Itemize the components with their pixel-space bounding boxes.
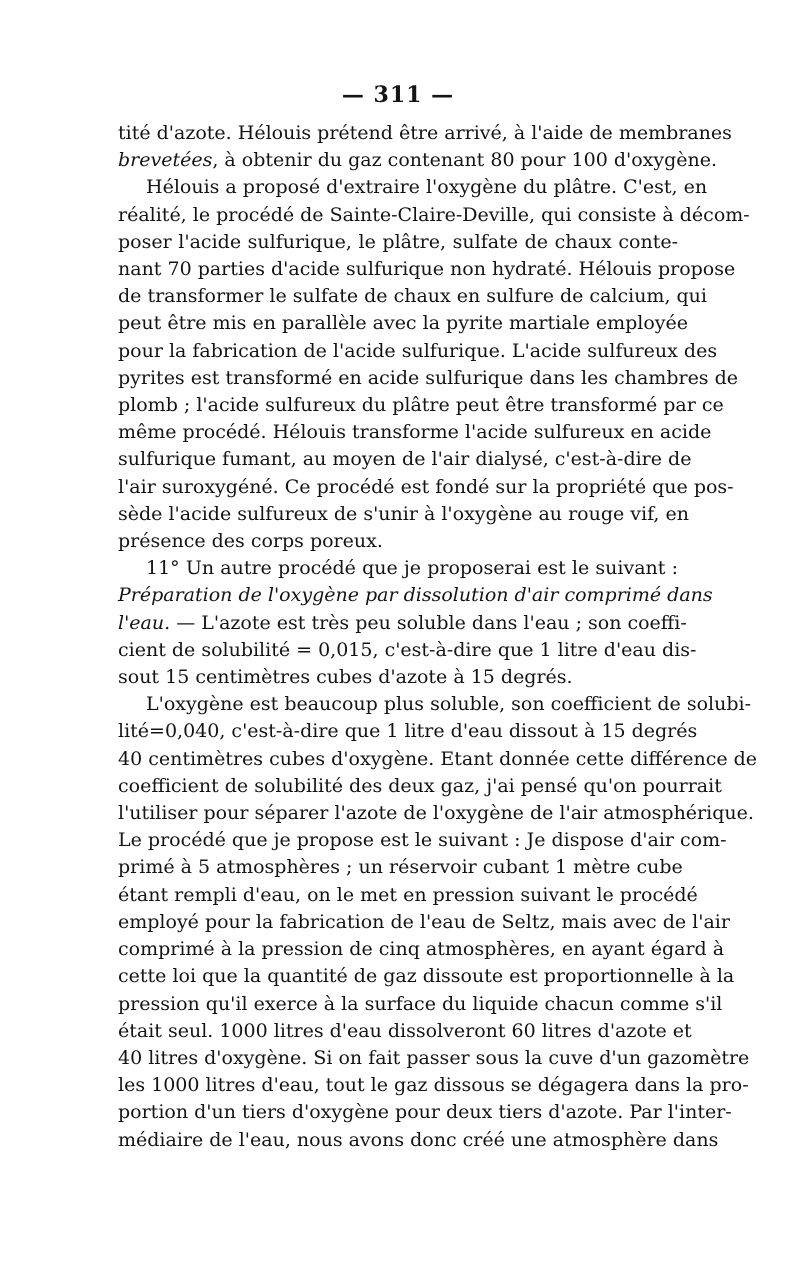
text-line: même procédé. Hélouis transforme l'acide sulfureux en acide [118, 421, 712, 444]
italic-text: brevetées [118, 149, 213, 172]
paragraph-p1 [118, 120, 732, 174]
text-line: coefficient de solubilité des deux gaz, j'ai pensé qu'on pourrait [118, 774, 722, 797]
text-line: cette loi que la quantité de gaz dissoute est proportionnelle à la [118, 965, 735, 988]
text-line: étant rempli d'eau, on le met en pression suivant le procédé [118, 883, 698, 906]
text-line: sulfurique fumant, au moyen de l'air dialysé, c'est-à-dire de [118, 448, 692, 471]
paragraph-p4 [118, 691, 758, 1153]
paragraph-p3 [118, 555, 713, 691]
text-segment: , à obtenir du gaz contenant 80 pour 100 d'oxygène. [212, 149, 718, 172]
text-line: pour la fabrication de l'acide sulfurique. L'acide sulfureux des [118, 339, 718, 362]
text-line: sède l'acide sulfureux de s'unir à l'oxygène au rouge vif, en [118, 502, 689, 525]
text-line: 11° Un autre procédé que je proposerai est le suivant : [146, 557, 678, 580]
text-line [118, 147, 718, 174]
page-number: — 311 — [341, 82, 455, 108]
text-line: pyrites est transformé en acide sulfurique dans les chambres de [118, 366, 739, 389]
text-line: les 1000 litres d'eau, tout le gaz dissous se dégagera dans la pro- [118, 1074, 749, 1097]
page-body [118, 120, 758, 1154]
text-line: lité=0,040, c'est-à-dire que 1 litre d'eau dissout à 15 degrés [118, 720, 698, 743]
text-line: réalité, le procédé de Sainte-Claire-Deville, qui consiste à décom- [118, 203, 750, 226]
text-line: peut être mis en parallèle avec la pyrite martiale employée [118, 312, 689, 335]
italic-text: l'eau. [118, 611, 171, 634]
text-line: L'oxygène est beaucoup plus soluble, son coefficient de solubi- [146, 693, 751, 716]
text-line: tité d'azote. Hélouis prétend être arrivé, à l'aide de membranes [118, 122, 732, 144]
text-line: présence des corps poreux. [118, 530, 383, 553]
text-line: comprimé à la pression de cinq atmosphères, en ayant égard à [118, 938, 725, 961]
text-line [118, 610, 687, 637]
text-line: Le procédé que je propose est le suivant : Je dispose d'air com- [118, 829, 727, 852]
text-line: l'air suroxygéné. Ce procédé est fondé sur la propriété que pos- [118, 475, 734, 498]
text-line: nant 70 parties d'acide sulfurique non hydraté. Hélouis propose [118, 258, 736, 281]
text-line: pression qu'il exerce à la surface du liquide chacun comme s'il [118, 992, 723, 1015]
text-line: de transformer le sulfate de chaux en sulfure de calcium, qui [118, 285, 707, 308]
text-line: poser l'acide sulfurique, le plâtre, sulfate de chaux conte- [118, 230, 678, 253]
text-line: primé à 5 atmosphères ; un réservoir cubant 1 mètre cube [118, 856, 683, 879]
text-line: plomb ; l'acide sulfureux du plâtre peut être transformé par ce [118, 394, 724, 417]
text-line: médiaire de l'eau, nous avons donc créé une atmosphère dans [118, 1128, 719, 1151]
text-line: employé pour la fabrication de l'eau de Seltz, mais avec de l'air [118, 910, 730, 933]
book-page [118, 80, 758, 1154]
text-line: sout 15 centimètres cubes d'azote à 15 degrés. [118, 666, 573, 689]
text-line: 40 litres d'oxygène. Si on fait passer sous la cuve d'un gazomètre [118, 1046, 750, 1069]
text-line [118, 582, 713, 609]
italic-text: Préparation de l'oxygène par dissolution d'air comprimé dans [118, 584, 713, 607]
text-line: cient de solubilité = 0,015, c'est-à-dire que 1 litre d'eau dis- [118, 638, 697, 661]
text-line: était seul. 1000 litres d'eau dissolveront 60 litres d'azote et [118, 1019, 692, 1042]
paragraph-p2 [118, 174, 750, 555]
text-line: 40 centimètres cubes d'oxygène. Etant donnée cette différence de [118, 747, 758, 770]
text-segment: — L'azote est très peu soluble dans l'eau ; son coeffi- [170, 611, 687, 634]
text-line: portion d'un tiers d'oxygène pour deux tiers d'azote. Par l'inter- [118, 1101, 732, 1124]
text-line: l'utiliser pour séparer l'azote de l'oxygène de l'air atmosphérique. [118, 802, 754, 825]
text-line: Hélouis a proposé d'extraire l'oxygène du plâtre. C'est, en [146, 176, 708, 199]
